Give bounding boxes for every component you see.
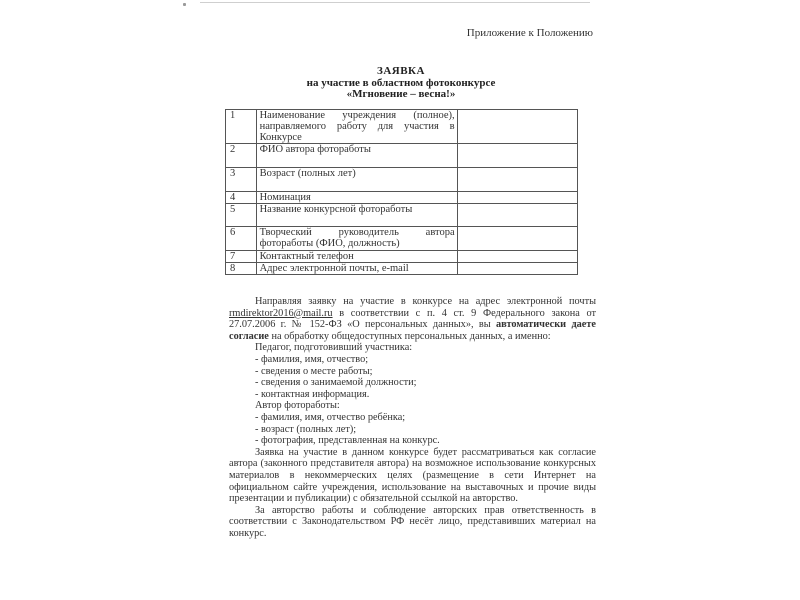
authorship-paragraph: За авторство работы и соблюдение авторских прав ответственность в соответствии с Законодательством РФ несёт лицо, представивших материал на конкурс. bbox=[229, 504, 596, 539]
list-item: - фотография, представленная на конкурс. bbox=[255, 435, 440, 447]
row-number: 4 bbox=[226, 192, 257, 204]
row-value bbox=[457, 204, 577, 227]
row-value bbox=[457, 144, 577, 168]
list-item: - сведения о месте работы; bbox=[255, 365, 373, 377]
row-number: 7 bbox=[226, 251, 257, 263]
table-row bbox=[226, 251, 578, 263]
row-number: 5 bbox=[226, 204, 257, 227]
application-title bbox=[225, 66, 577, 101]
table-row bbox=[226, 110, 578, 144]
row-value bbox=[457, 263, 577, 275]
table-row bbox=[226, 227, 578, 251]
scan-mark bbox=[183, 3, 186, 6]
row-number: 1 bbox=[226, 110, 257, 144]
consent-text-mid: в соответствии с п. 4 ст. 9 Федерального закона от 27.07.2006 г. № 152-ФЗ «О персональных данных», вы bbox=[229, 307, 596, 331]
row-label: Название конкурсной фотоработы bbox=[256, 204, 457, 227]
row-value bbox=[457, 227, 577, 251]
table-row bbox=[226, 168, 578, 192]
usage-paragraph: Заявка на участие в данном конкурсе будет рассматриваться как согласие автора (законного представителя автора) на возможное использование конкурсных материалов в некоммерческих целях (размещение в сети Интернет на официальном сайте учреждения, использование на выставочных и прочие виды презентации и публикации) с обязательной ссылкой на авторство. bbox=[229, 446, 596, 505]
consent-text-start: Направляя заявку на участие в конкурсе на адрес электронной почты bbox=[255, 296, 596, 307]
author-heading: Автор фотоработы: bbox=[255, 400, 340, 412]
list-item: - контактная информация. bbox=[255, 388, 370, 400]
row-value bbox=[457, 168, 577, 192]
row-label: Номинация bbox=[256, 192, 457, 204]
contact-email: rmdirektor2016@mail.ru bbox=[229, 307, 333, 319]
teacher-heading: Педагог, подготовивший участника: bbox=[255, 342, 413, 354]
row-number: 8 bbox=[226, 263, 257, 275]
title-line-3: «Мгновение – весна!» bbox=[346, 88, 456, 100]
consent-paragraph bbox=[229, 296, 596, 342]
list-item: - сведения о занимаемой должности; bbox=[255, 377, 417, 389]
list-item: - фамилия, имя, отчество; bbox=[255, 353, 369, 365]
title-line-2: на участие в областном фотоконкурсе bbox=[306, 76, 496, 89]
row-number: 6 bbox=[226, 227, 257, 251]
table-row bbox=[226, 263, 578, 275]
table-row bbox=[226, 192, 578, 204]
row-label: Творческий руководитель автора фотоработы (ФИО, должность) bbox=[256, 227, 457, 251]
consent-text-end: на обработку общедоступных персональных данных, а именно: bbox=[268, 330, 551, 342]
row-value bbox=[457, 192, 577, 204]
row-number: 2 bbox=[226, 144, 257, 168]
table-row bbox=[226, 144, 578, 168]
table-row bbox=[226, 204, 578, 227]
list-item: - возраст (полных лет); bbox=[255, 423, 357, 435]
row-label: Адрес электронной почты, e-mail bbox=[256, 263, 457, 275]
row-label: Контактный телефон bbox=[256, 251, 457, 263]
list-item: - фамилия, имя, отчество ребёнка; bbox=[255, 411, 406, 423]
row-label: Наименование учреждения (полное), направляемого работу для участия в Конкурсе bbox=[256, 110, 457, 144]
row-number: 3 bbox=[226, 168, 257, 192]
consent-text bbox=[229, 296, 596, 539]
title-line-1: ЗАЯВКА bbox=[377, 65, 425, 77]
application-form-table bbox=[225, 109, 578, 275]
row-label: Возраст (полных лет) bbox=[256, 168, 457, 192]
row-value bbox=[457, 110, 577, 144]
consent-bold-phrase: автоматически даете согласие bbox=[229, 319, 596, 342]
row-value bbox=[457, 251, 577, 263]
appendix-label: Приложение к Положению bbox=[466, 27, 593, 39]
scan-edge-line bbox=[200, 2, 590, 3]
row-label: ФИО автора фотоработы bbox=[256, 144, 457, 168]
